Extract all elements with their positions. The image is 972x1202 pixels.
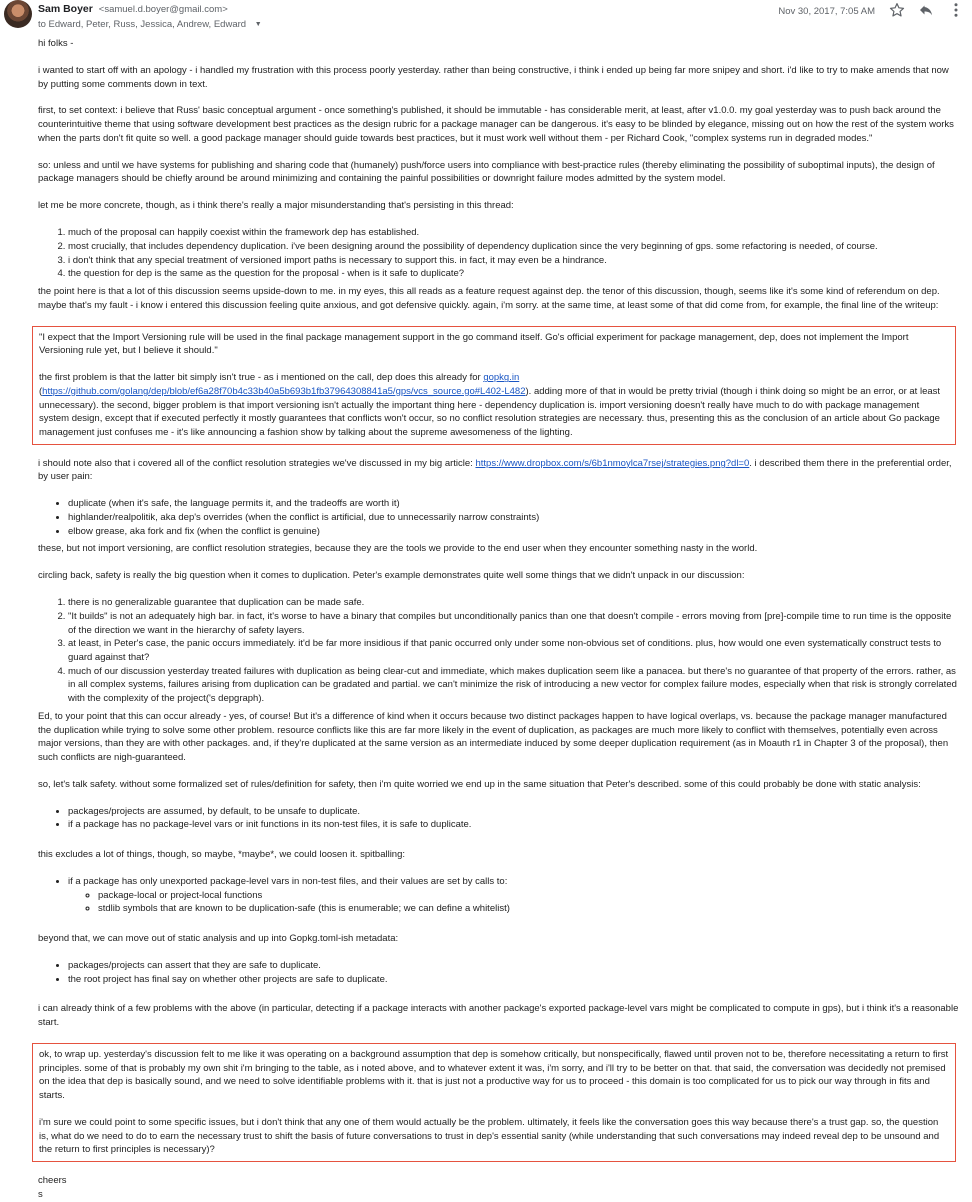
paragraph-strategies: i should note also that i covered all of the conflict resolution strategies we've discussed in my big article: https://www.dropbox.com/s/6b1nmoylca7rsej/strategies.png?dl=0. i described them there in the preferential order, by user pain: [38, 457, 952, 483]
list-item: 2. "It builds" is not an adequately high bar. in fact, it's worse to have a binary that compiles but unconditionally panics than one that doesn't compile - errors moving from [pre]-compile time to run time is the opposite of the direction we want in the hierarchy of safety layers. [68, 610, 960, 637]
sender-email: <samuel.d.boyer@gmail.com> [98, 4, 228, 15]
list-item: 4. the question for dep is the same as the question for the proposal - when is it safe to duplicate? [68, 267, 960, 281]
spacer [38, 990, 960, 1002]
recipients-text: to Edward, Peter, Russ, Jessica, Andrew, Edward [38, 19, 247, 30]
list-item: • if a package has no package-level vars or init functions in its non-test files, it is safe to duplicate. [68, 818, 960, 832]
paragraph-metadata: beyond that, we can move out of static analysis and up into Gopkg.toml-ish metadata: [38, 933, 399, 945]
sender [38, 3, 228, 17]
paragraph-context: first, to set context: i believe that Russ' basic conceptual argument - once something's published, it should be immutable - has considerable merit, at least, after v1.0.0. my goal yesterday was to push back around the counterintuitive theme that using software development best practices as the design rubric for a package manager can be dangerous. it's easy to be blinded by elegance, missing out on how the rest of the system works when the parts don't fit quite so well. a good package manager should guide towards best practices, but it must work well without them - per Richard Cook, "complex systems run in degraded modes." [38, 105, 954, 144]
list-item: • if a package has only unexported package-level vars in non-test files, and their values are set by calls to: ◦ package-local or project-local functions ◦ stdlib symbols that are known to be duplication-safe (this is enumerable; we can define a whitelist) [68, 875, 960, 916]
list-item: • highlander/realpolitik, aka dep's overrides (when the conflict is artificial, due to unnecessarily narrow constraints) [68, 511, 960, 525]
list-item: • packages/projects are assumed, by default, to be unsafe to duplicate. [68, 805, 960, 819]
paragraph-wrap-up: ok, to wrap up. yesterday's discussion felt to me like it was operating on a background assumption that dep is somehow critically, but nonspecifically, flawed until proven not to be, therefore necessitating a return to first principles. some of that is probably my own shit i'm bringing to the table, as i noted above, and to whatever extent it was, i'm sorry, and i'll try to be better on that. that said, the conversation was decidedly not premised on the idea that dep is basically sound, and we need to solve identifiable problems with it. that is just not a productive way for us to proceed - this domain is too complicated for us to pick our way through in fits and starts. [39, 1049, 949, 1102]
dropbox-link[interactable]: https://www.dropbox.com/s/6b1nmoylca7rsej/strategies.png?dl=0 [475, 457, 750, 469]
list-item: ◦ package-local or project-local functions [98, 889, 960, 903]
paragraph-ed: Ed, to your point that this can occur already - yes, of course! But it's a difference of kind when it occurs because two distinct packages happen to have logical overlaps, vs. because the package manager manufactured the duplication while trying to solve some other problem. resource conflicts like this are far more likely in the event of duplication, as packages are much more likely to conflict with themselves, potentially even across major versions, than they are with other packages. and, if they're duplicated at the same version as an intermediate induced by some deeper duplication requirement (as in Moauth r1 in Chapter 3 of the proposal), then such conflicts are nigh-guaranteed. [38, 710, 949, 763]
list-item: 1. much of the proposal can happily coexist within the framework dep has established. [68, 226, 960, 240]
highlight-box-wrap-up [32, 1043, 956, 1162]
recipients-caret-icon[interactable]: ▼ [254, 21, 262, 28]
closing: cheers [38, 1175, 67, 1187]
highlight-box-quote [32, 326, 956, 445]
list-item: • packages/projects can assert that they are safe to duplicate. [68, 959, 960, 973]
more-vert-icon[interactable] [947, 1, 965, 19]
paragraph-first-problem: the first problem is that the latter bit simply isn't true - as i mentioned on the call, dep does this already for gopkg.in (https://github.com/golang/dep/blob/ef6a28f70b4c33b40a5b693b1fb37964308841a5/gps/vcs_source.go#L402-L482). adding more of that in would be pretty trivial (though i think doing so might be an error, or at least unnecessary). the second, bigger problem is that import versioning isn't actually the important thing here - dependency duplication is. import versioning doesn't really have much to do with package management system design, except that if executed perfectly it mostly guarantees that conflicts won't occur, so no conflict resolution strategies are necessary. thus, presenting this as the conclusion of an article about Go package management just confuses me - it's like announcing a fashion show by talking about the supreme awesomeness of the lighting. [39, 372, 941, 439]
points-list [38, 226, 960, 281]
list-item: ◦ stdlib symbols that are known to be duplication-safe (this is enumerable; we can define a whitelist) [98, 902, 960, 916]
paragraph-talk-safety: so, let's talk safety. without some formalized set of rules/definition for safety, then i'm quite worried we end up in the same situation that Peter's described. some of this could probably be done with static analysis: [38, 778, 921, 790]
message-date: Nov 30, 2017, 7:05 AM [778, 6, 875, 17]
paragraph-tools: these, but not import versioning, are conflict resolution strategies, because they are the tools we provide to the end user when they encounter something nasty in the world. [38, 543, 758, 555]
spacer [38, 920, 960, 932]
list-item: 3. i don't think that any special treatment of versioned import paths is necessary to support this. in fact, it may even be a hindrance. [68, 254, 960, 268]
gopkg-link[interactable]: gopkg.in [483, 372, 520, 384]
paragraph-unless: so: unless and until we have systems for publishing and sharing code that (humanely) push/force users into compliance with best-practice rules (thereby eliminating the possibility of suboptimal inputs), the design of package managers should be chiefly around be around minimizing and containing the painful possibilities or downright failure modes admitted by the system model. [38, 159, 935, 185]
strategies-list [38, 497, 960, 538]
sub-list [68, 889, 960, 916]
paragraph-safety: circling back, safety is really the big question when it comes to duplication. Peter's example demonstrates quite well some things that we didn't unpack in our discussion: [38, 570, 745, 582]
paragraph-trust-gap: i'm sure we could point to some specific issues, but i don't think that any one of them would actually be the problem. ultimately, it feels like the conversation goes this way because there's a trust gap. so, the question is, what do we need to do to earn the necessary trust to shift the basis of future conversations to trust in dep's essential sanity (while understanding that such conversations may indeed reveal dep to be unsound and the return to first principles is necessary)? [39, 1117, 940, 1156]
list-item: 2. most crucially, that includes dependency duplication. i've been designing around the possibility of dependency duplication since the very beginning of gps. some refactoring is needed, of course. [68, 240, 960, 254]
star-icon[interactable] [888, 1, 906, 19]
paragraph-apology: i wanted to start off with an apology - i handled my frustration with this process poorly yesterday. rather than being constructive, i think i ended up being far more snipey and short. i'd like to try to make amends that now by putting some comments down in text. [38, 64, 949, 90]
writeup-quote: "I expect that the Import Versioning rule will be used in the final package management support in the go command itself. Go's official experiment for package management, dep, does not implement the Import Versioning rule yet, but I believe it should." [39, 331, 909, 357]
sender-avatar[interactable] [4, 0, 32, 28]
message-header [0, 0, 972, 36]
spacer [38, 836, 960, 848]
list-item: 1. there is no generalizable guarantee that duplication can be made safe. [68, 596, 960, 610]
list-item: 3. at least, in Peter's case, the panic occurs immediately. it'd be far more insidious if that panic occurred only under some non-obvious set of conditions. plus, how would one even systematically construct tests to guard against that? [68, 637, 960, 664]
list-item: 4. much of our discussion yesterday treated failures with duplication as being clear-cut and immediate, which makes duplication seem like a panacea. but there's no guarantee of that property of the errors. rather, as in all complex systems, failures arising from duplication can be gradated and partial. we can't minimize the risk of introducing a new vector for complex failure modes, especially when that risk is strongly correlated with the complexity of the project('s depgraph). [68, 665, 960, 706]
message-body [38, 37, 960, 1202]
list-item: • duplicate (when it's safe, the language permits it, and the tradeoffs are worth it) [68, 497, 960, 511]
list-item: • elbow grease, aka fork and fix (when the conflict is genuine) [68, 525, 960, 539]
sender-name[interactable]: Sam Boyer [38, 3, 93, 15]
static-analysis-list [38, 805, 960, 832]
paragraph-loosen: this excludes a lot of things, though, so maybe, *maybe*, we could loosen it. spitballing: [38, 849, 406, 861]
list-item: • the root project has final say on whether other projects are safe to duplicate. [68, 973, 960, 987]
github-link[interactable]: https://github.com/golang/dep/blob/ef6a28f70b4c33b40a5b693b1fb37964308841a5/gps/vcs_source.go#L402-L482 [42, 385, 526, 397]
reply-icon[interactable] [917, 1, 935, 19]
signature: s [38, 1188, 43, 1200]
paragraph-concrete: let me be more concrete, though, as i think there's really a major misunderstanding that's persisting in this thread: [38, 200, 514, 212]
loosen-list [38, 875, 960, 916]
paragraph-upside-down: the point here is that a lot of this discussion seems upside-down to me. in my eyes, this all reads as a feature request against dep. the tenor of this discussion, though, seems like it's some kind of referendum on dep. maybe that's my fault - i know i entered this discussion feeling quite anxious, and got defensive quickly. again, i'm sorry. at the same time, at least some of that did come from, for example, the final line of the writeup: [38, 286, 940, 311]
safety-list [38, 596, 960, 706]
metadata-list [38, 959, 960, 986]
paragraph-problems: i can already think of a few problems with the above (in particular, detecting if a package interacts with another package's exported package-level vars might be complicated to compute in gps), but i think it's a reasonable start. [38, 1003, 959, 1029]
recipients-line[interactable] [38, 18, 262, 32]
greeting: hi folks - [38, 38, 74, 49]
